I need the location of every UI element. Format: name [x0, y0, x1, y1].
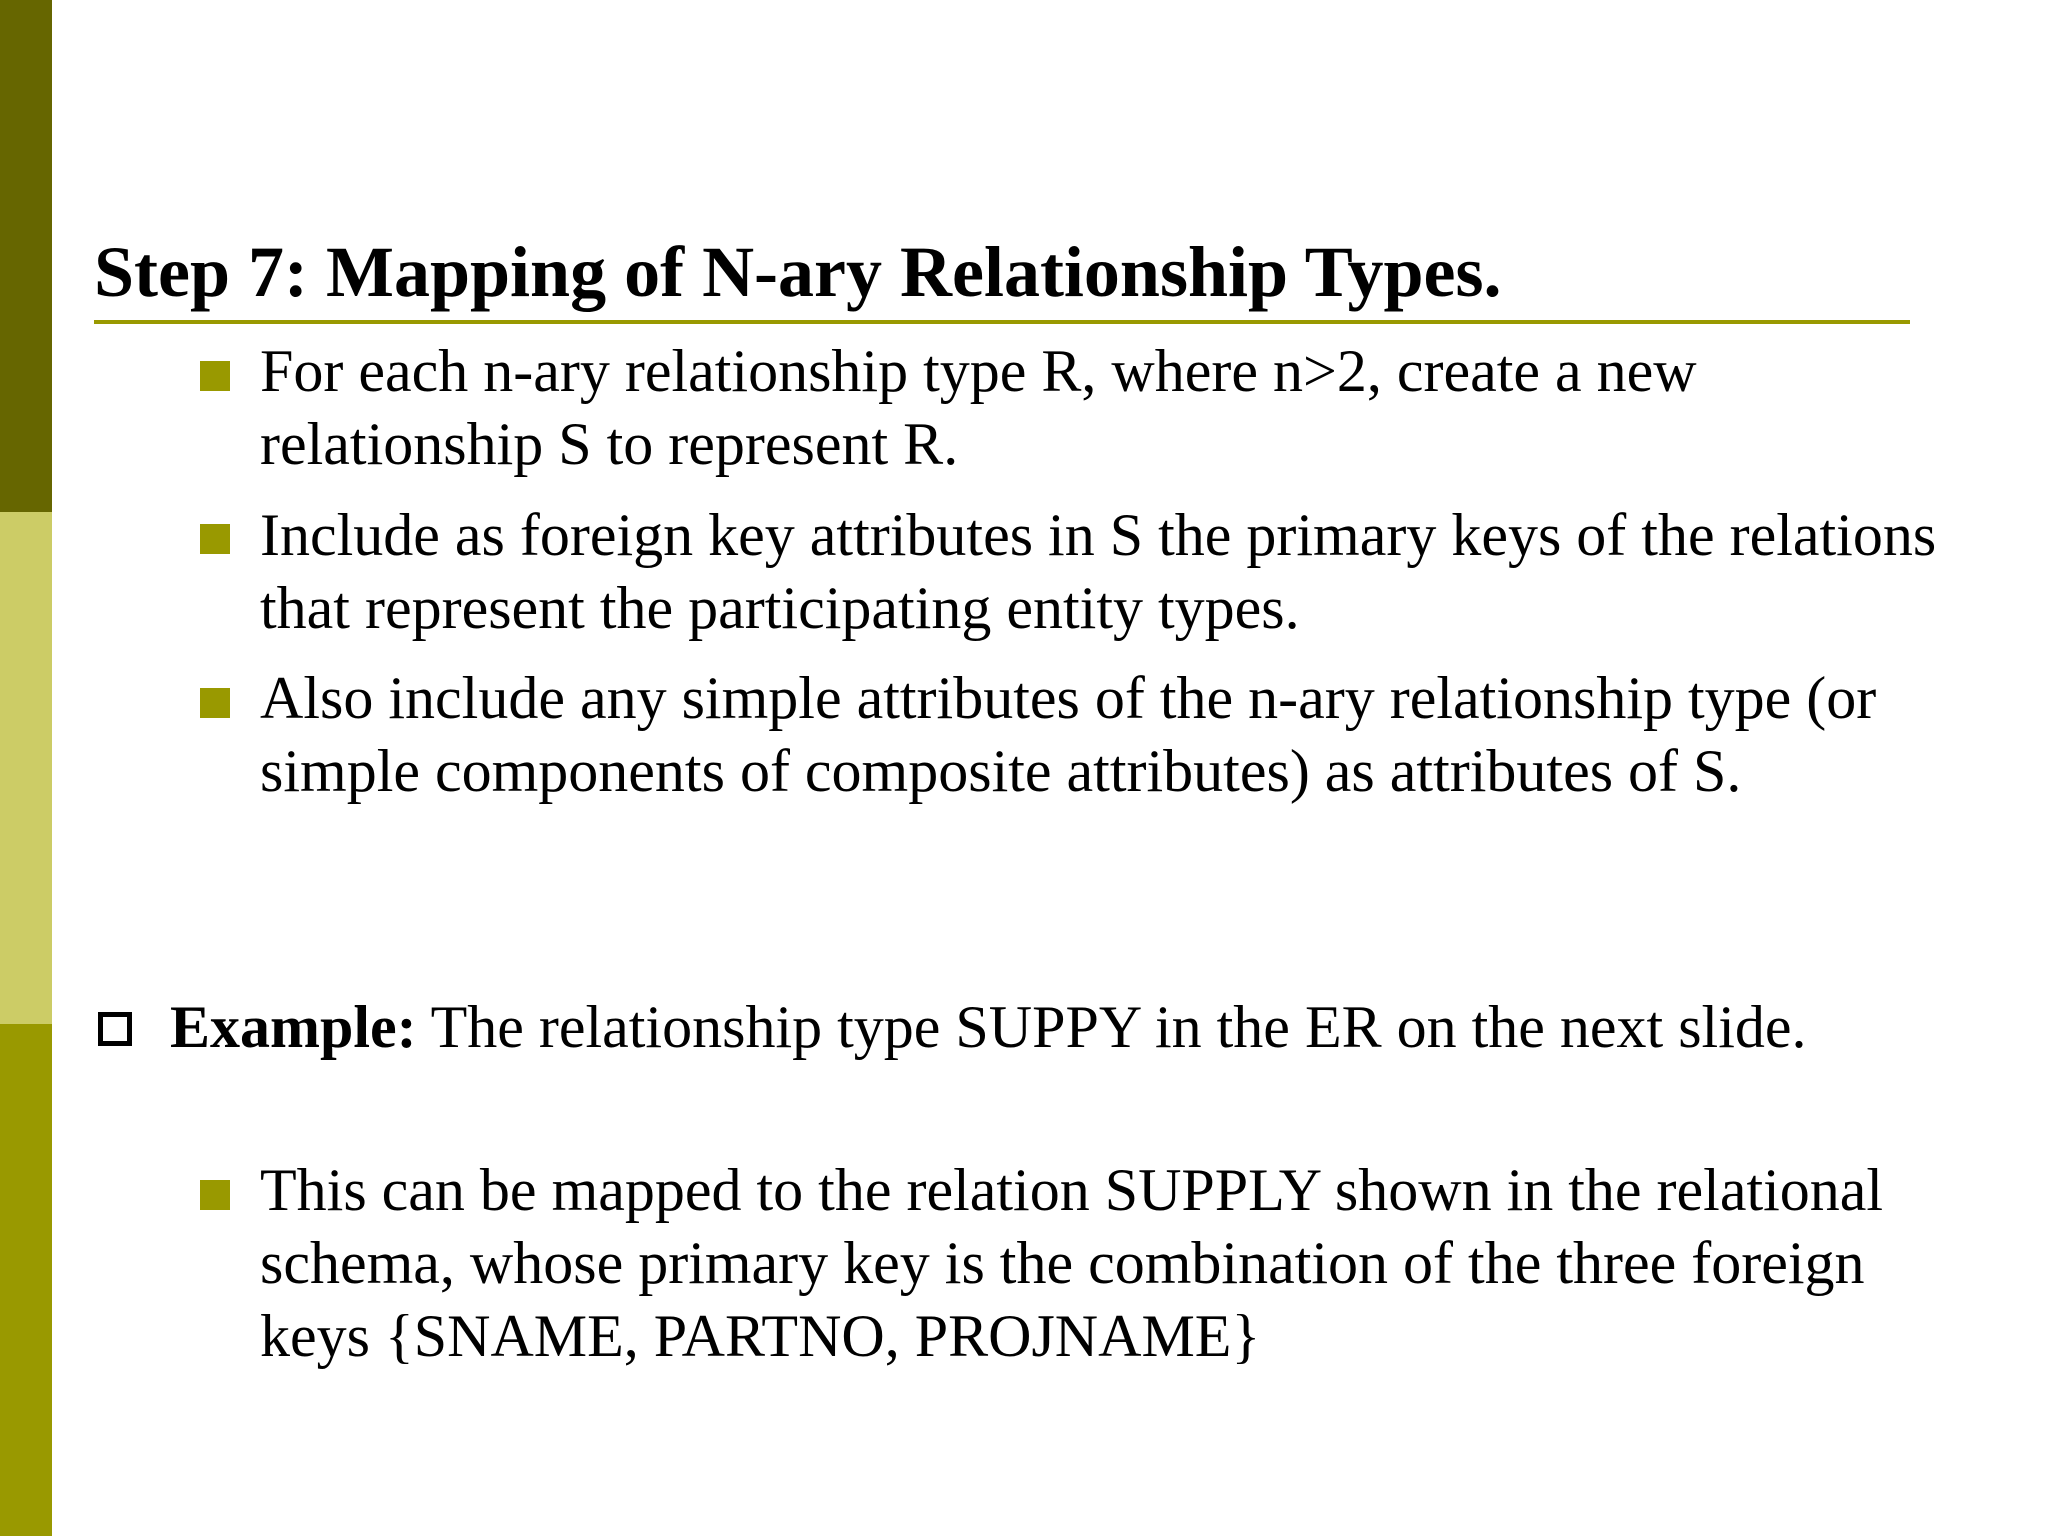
title-underline: [94, 320, 1910, 324]
bullet-item-1: For each n-ary relationship type R, where n>2, create a new relationship S to represent R.: [260, 338, 1697, 477]
sidebar-bar-top: [0, 0, 52, 512]
square-bullet-icon: [200, 361, 230, 391]
sidebar-bar-bottom: [0, 1024, 52, 1536]
sidebar-bar-middle: [0, 512, 52, 1024]
example-sub-bullet: This can be mapped to the relation SUPPLY shown in the relational schema, whose primary key is the combination of the three foreign keys {SNAME, PARTNO, PROJNAME}: [260, 1157, 1884, 1369]
example-label: Example:: [170, 994, 417, 1060]
example-item: [170, 991, 1910, 1064]
slide-title: Step 7: Mapping of N-ary Relationship Types.: [94, 232, 1502, 312]
square-bullet-icon: [200, 524, 230, 554]
square-bullet-icon: [200, 1180, 230, 1210]
bullet-item-2: Include as foreign key attributes in S the primary keys of the relations that represent the participating entity types.: [260, 502, 1937, 641]
square-bullet-icon: [200, 688, 230, 718]
bullet-item-3: Also include any simple attributes of the n-ary relationship type (or simple components of composite attributes) as attributes of S.: [260, 665, 1877, 804]
hollow-square-bullet-icon: [98, 1012, 132, 1046]
example-text: The relationship type SUPPY in the ER on the next slide.: [416, 994, 1807, 1060]
